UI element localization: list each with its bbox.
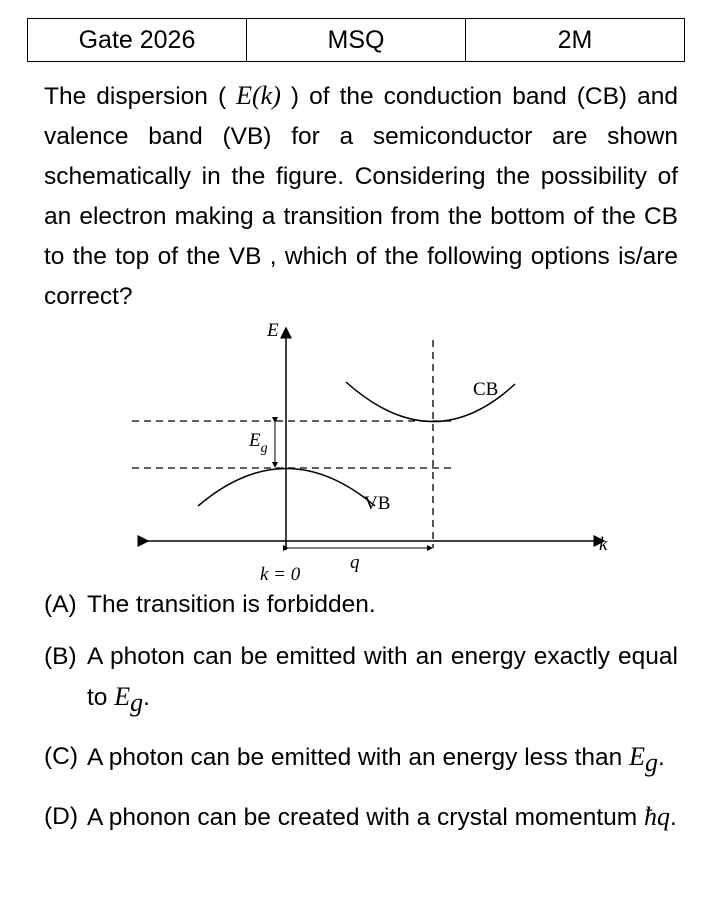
- eg-label: $E_g$: [249, 430, 268, 456]
- option-c[interactable]: [44, 737, 678, 783]
- option-d[interactable]: [44, 797, 678, 838]
- option-c-letter: (C): [44, 742, 79, 770]
- k-zero-label: k = 0: [260, 564, 301, 585]
- k-axis-label: k: [599, 534, 608, 555]
- dispersion-symbol: E(k): [236, 81, 281, 110]
- exam-name: Gate 2026: [28, 19, 247, 62]
- option-a[interactable]: [44, 585, 678, 625]
- option-a-text: The transition is forbidden.: [87, 591, 376, 618]
- question-text: [44, 76, 678, 317]
- option-b-text: A photon can be emitted with an energy exactly equal to $E_g$.: [87, 643, 678, 717]
- option-d-text: A phonon can be created with a crystal momentum ħq.: [87, 801, 677, 831]
- cb-label: CB: [473, 379, 499, 400]
- question-part2: ) of the conduction band (CB) and valence band (VB) for a semiconductor are shown schematically in the figure. Considering the possibility of an electron making a transition from the bottom of the CB to the top of the VB , which of the following options is/are correct?: [44, 83, 678, 310]
- option-b-letter: (B): [44, 643, 77, 670]
- question-type: MSQ: [247, 19, 466, 62]
- header-table: [27, 18, 685, 62]
- vb-label: VB: [364, 493, 391, 514]
- option-b[interactable]: [44, 637, 678, 723]
- energy-axis-label: E: [267, 320, 279, 341]
- q-label: q: [350, 552, 360, 573]
- question-part1: The dispersion (: [44, 83, 237, 110]
- option-c-text: A photon can be emitted with an energy less than $E_g$.: [87, 741, 665, 777]
- question-marks: 2M: [466, 19, 685, 62]
- option-a-letter: (A): [44, 591, 77, 618]
- band-diagram: [130, 318, 620, 590]
- options-list: [44, 585, 678, 852]
- option-d-letter: (D): [44, 802, 79, 830]
